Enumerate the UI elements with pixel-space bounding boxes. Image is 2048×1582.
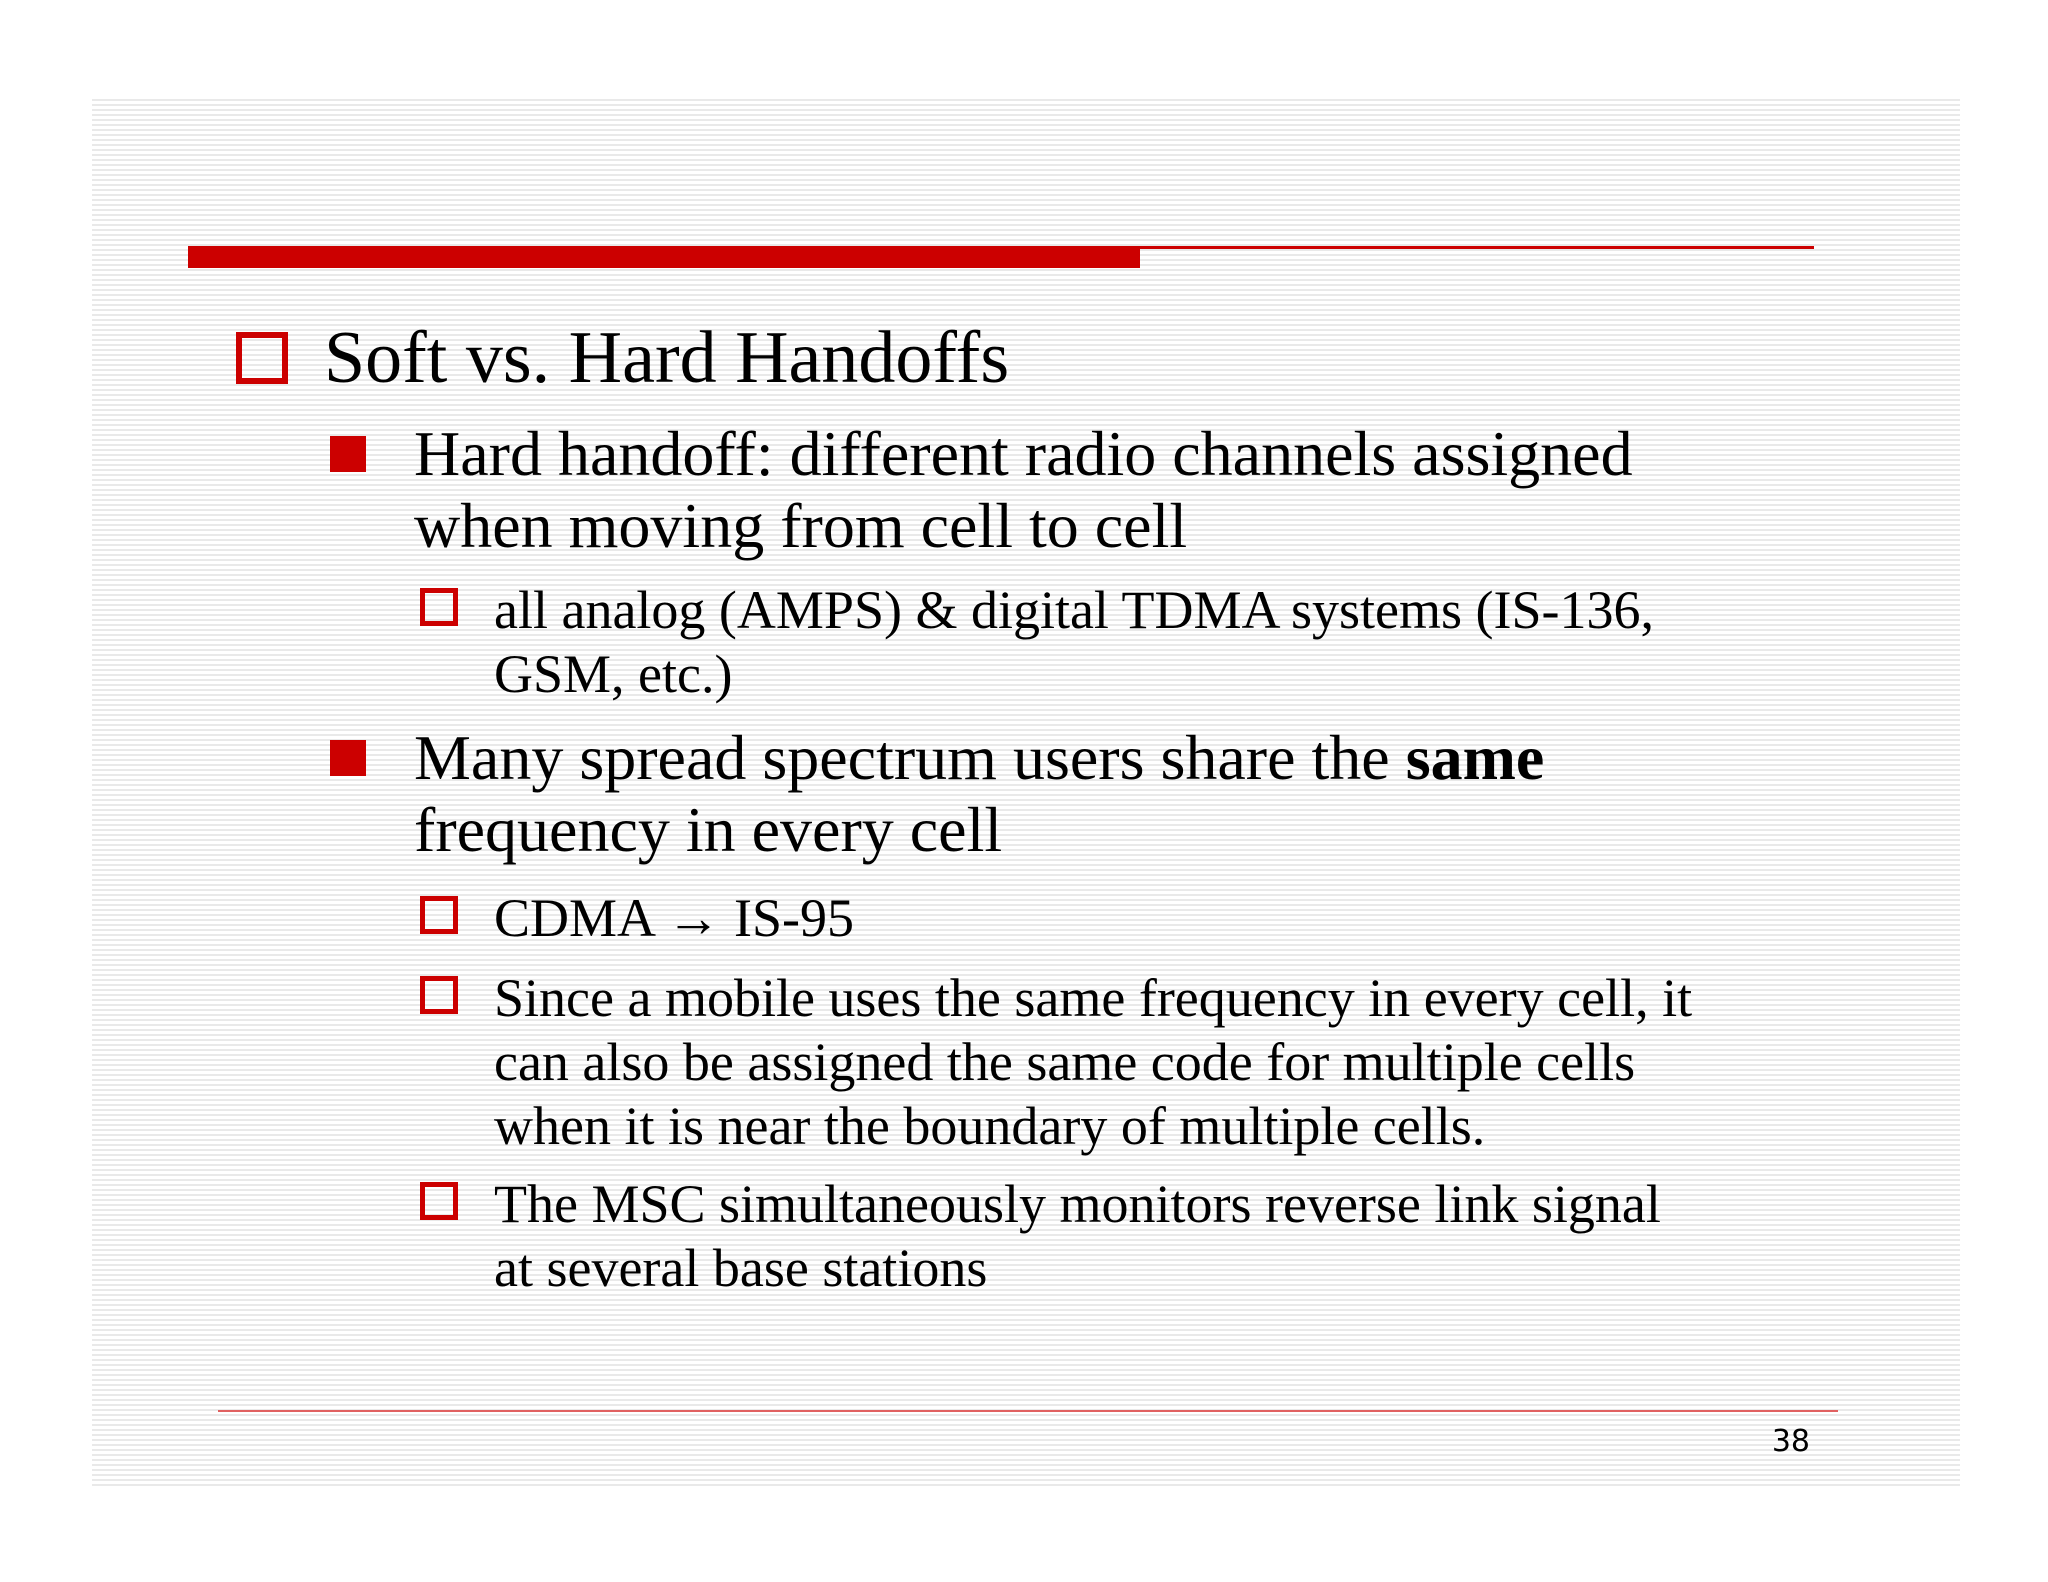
bullet-line: Hard handoff: different radio channels assigned: [414, 418, 1633, 489]
sub-bullet-hollow-square-icon: [420, 1182, 458, 1220]
title-hollow-square-icon: [236, 332, 288, 384]
sub-bullet-line: The MSC simultaneously monitors reverse link signal: [494, 1174, 1661, 1234]
bullet-filled-square-icon: [330, 740, 366, 776]
slide-title: Soft vs. Hard Handoffs: [324, 317, 1010, 399]
sub-bullet-line: when it is near the boundary of multiple cells.: [494, 1096, 1486, 1156]
header-accent-bar: [188, 246, 1140, 268]
sub-bullet-hollow-square-icon: [420, 896, 458, 934]
sub-bullet-analog-tdma: [494, 578, 1654, 706]
sub-bullet-line: can also be assigned the same code for multiple cells: [494, 1032, 1636, 1092]
bullet-text-regular: Many spread spectrum users share the: [414, 722, 1406, 793]
sub-bullet-line: CDMA → IS-95: [494, 888, 855, 948]
header-accent-line: [1140, 246, 1814, 249]
sub-bullet-msc-monitors: [494, 1172, 1661, 1300]
sub-bullet-cdma: [494, 886, 854, 950]
footer-rule: [218, 1410, 1838, 1412]
bullet-line: [414, 722, 1544, 794]
bullet-text-bold: same: [1405, 722, 1545, 793]
page-number: 38: [1771, 1424, 1810, 1459]
sub-bullet-hollow-square-icon: [420, 976, 458, 1014]
sub-bullet-line: Since a mobile uses the same frequency in every cell, it: [494, 968, 1693, 1028]
bullet-line: when moving from cell to cell: [414, 490, 1188, 561]
bullet-line: frequency in every cell: [414, 794, 1003, 865]
sub-bullet-same-frequency: [494, 966, 1692, 1158]
sub-bullet-line: all analog (AMPS) & digital TDMA systems (IS-136,: [494, 580, 1654, 640]
bullet-filled-square-icon: [330, 436, 366, 472]
sub-bullet-hollow-square-icon: [420, 588, 458, 626]
sub-bullet-line: at several base stations: [494, 1238, 988, 1298]
bullet-hard-handoff: [414, 418, 1633, 562]
bullet-spread-spectrum: [414, 722, 1544, 866]
sub-bullet-line: GSM, etc.): [494, 644, 733, 704]
